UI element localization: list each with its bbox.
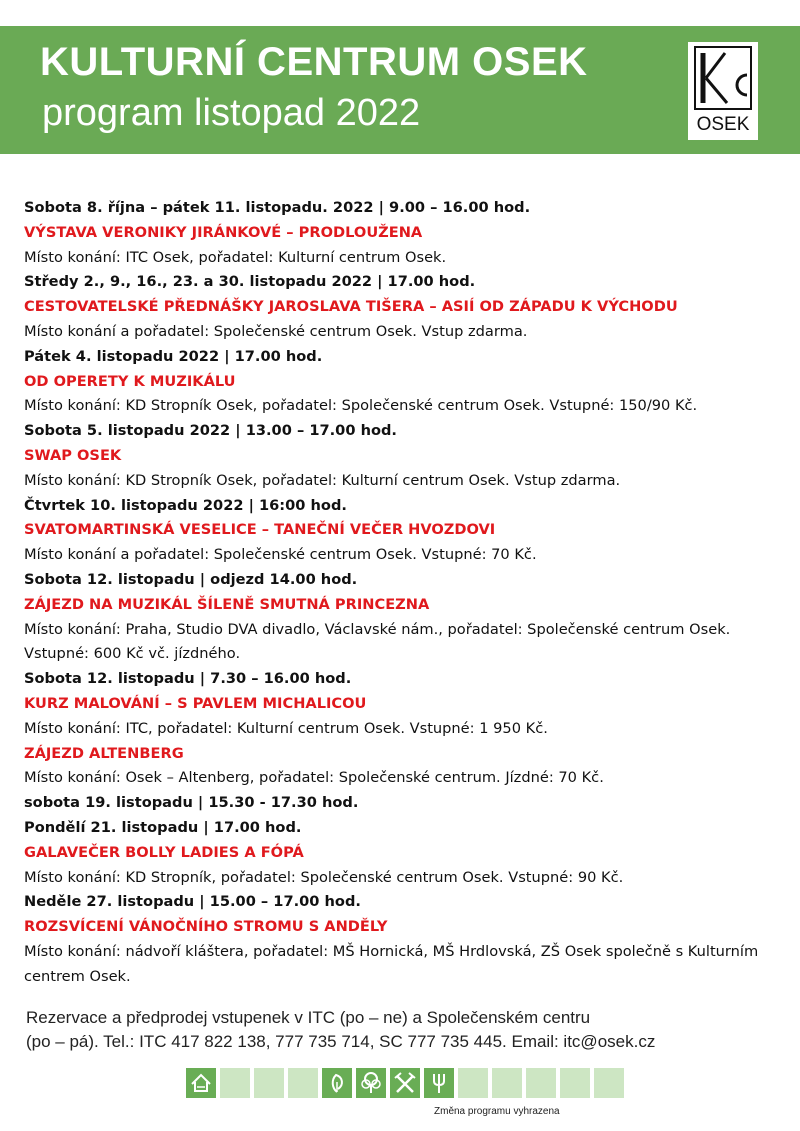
mining-icon [390,1068,420,1098]
blank-tile [594,1068,624,1098]
event-name: ZÁJEZD ALTENBERG [24,744,184,762]
event-date: Neděle 27. listopadu | 15.00 – 17.00 hod. [24,893,361,911]
event-info: Místo konání: nádvoří kláštera, pořadatel: MŠ Hornická, MŠ Hrdlovská, ZŠ Osek společně s Kulturním centrem Osek. [24,942,759,985]
event-date: Sobota 8. října – pátek 11. listopadu. 2022 | 9.00 – 16.00 hod. [24,199,531,216]
event-info: Místo konání: ITC Osek, pořadatel: Kulturní centrum Osek. [24,248,447,266]
leaf-icon [322,1068,352,1098]
event-info: Místo konání: KD Stropník Osek, pořadatel: Kulturní centrum Osek. Vstup zdarma. [24,471,621,489]
logo-label: OSEK [696,114,750,135]
event-date: Sobota 5. listopadu 2022 | 13.00 – 17.00 hod. [24,422,397,440]
reservation-line-1: Rezervace a předprodej vstupenek v ITC (po – ne) a Společenském centru [26,1008,591,1027]
event-info: Místo konání: KD Stropník Osek, pořadatel: Společenské centrum Osek. Vstupné: 150/90 Kč. [24,397,698,415]
event-info: Místo konání a pořadatel: Společenské centrum Osek. Vstup zdarma. [24,322,528,340]
blank-tile [560,1068,590,1098]
fork-icon [424,1068,454,1098]
event-name: GALAVEČER BOLLY LADIES A FÓPÁ [24,843,304,861]
blank-tile [458,1068,488,1098]
blank-tile [254,1068,284,1098]
page-title: KULTURNÍ CENTRUM OSEK [40,40,588,84]
event-name: OD OPERETY K MUZIKÁLU [24,372,236,390]
event-name: CESTOVATELSKÉ PŘEDNÁŠKY JAROSLAVA TIŠERA – ASIÍ OD ZÁPADU K VÝCHODU [24,298,678,316]
reservation-info [26,1006,786,1054]
event-name: VÝSTAVA VERONIKY JIRÁNKOVÉ – PRODLOUŽENA [24,223,423,241]
event-date: Středy 2., 9., 16., 23. a 30. listopadu 2022 | 17.00 hod. [24,273,476,291]
blank-tile [492,1068,522,1098]
header-banner [0,26,800,154]
house-icon [186,1068,216,1098]
event-name: ROZSVÍCENÍ VÁNOČNÍHO STROMU S ANDĚLY [24,918,388,936]
event-name: SVATOMARTINSKÁ VESELICE – TANEČNÍ VEČER HVOZDOVI [24,521,496,539]
blank-tile [288,1068,318,1098]
tree-icon [356,1068,386,1098]
event-info: Místo konání: Osek – Altenberg, pořadatel: Společenské centrum. Jízdné: 70 Kč. [24,769,604,787]
event-date: sobota 19. listopadu | 15.30 - 17.30 hod. [24,794,359,812]
event-date: Sobota 12. listopadu | 7.30 – 16.00 hod. [24,670,352,688]
icon-strip [186,1068,624,1098]
kc-logo-icon [693,45,753,111]
event-date: Pondělí 21. listopadu | 17.00 hod. [24,818,302,836]
event-info: Místo konání: Praha, Studio DVA divadlo, Václavské nám., pořadatel: Společenské centrum Osek. Vstupné: 600 Kč vč. jízdného. [24,620,731,663]
event-info: Místo konání: ITC, pořadatel: Kulturní centrum Osek. Vstupné: 1 950 Kč. [24,719,548,737]
event-date: Sobota 12. listopadu | odjezd 14.00 hod. [24,570,358,588]
event-info: Místo konání: KD Stropník, pořadatel: Společenské centrum Osek. Vstupné: 90 Kč. [24,868,624,886]
event-name: ZÁJEZD NA MUZIKÁL ŠÍLENĚ SMUTNÁ PRINCEZNA [24,595,430,613]
event-name: KURZ MALOVÁNÍ – S PAVLEM MICHALICOU [24,694,367,712]
kc-osek-logo [688,42,758,140]
event-program [24,196,794,990]
reservation-line-2: (po – pá). Tel.: ITC 417 822 138, 777 735 714, SC 777 735 445. Email: itc@osek.cz [26,1032,656,1051]
event-date: Pátek 4. listopadu 2022 | 17.00 hod. [24,347,323,365]
program-change-note: Změna programu vyhrazena [434,1106,560,1117]
event-date: Čtvrtek 10. listopadu 2022 | 16:00 hod. [24,496,347,514]
blank-tile [220,1068,250,1098]
event-name: SWAP OSEK [24,446,122,464]
page-subtitle: program listopad 2022 [42,92,421,134]
event-info: Místo konání a pořadatel: Společenské centrum Osek. Vstupné: 70 Kč. [24,546,537,564]
blank-tile [526,1068,556,1098]
